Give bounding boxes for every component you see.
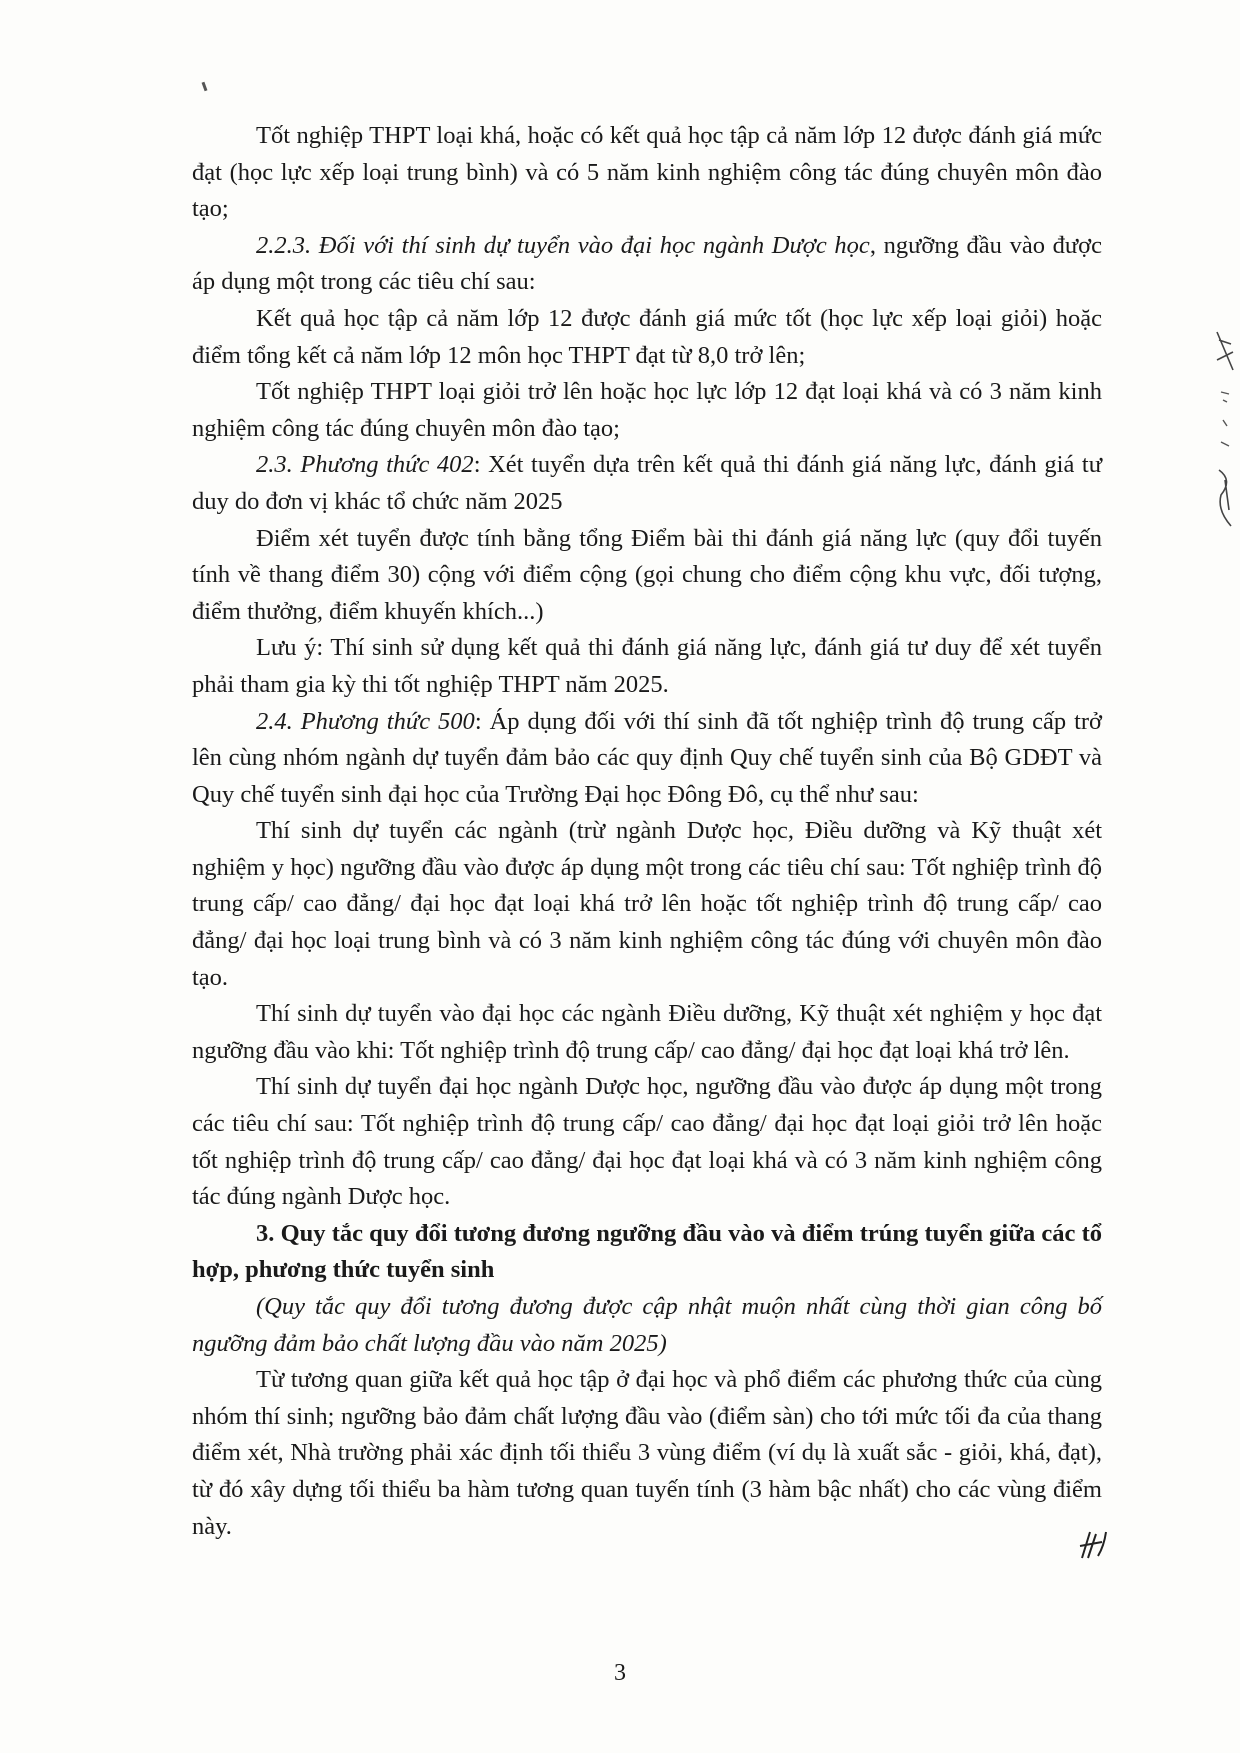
paragraph: 2.3. Phương thức 402: Xét tuyển dựa trên kết quả thi đánh giá năng lực, đánh giá tư duy do đơn vị khác tổ chức năm 2025	[192, 451, 1102, 515]
paragraph: Kết quả học tập cả năm lớp 12 được đánh giá mức tốt (học lực xếp loại giỏi) hoặc điểm tổng kết cả năm lớp 12 môn học THPT đạt từ 8,0 trở lên;	[192, 304, 1102, 369]
section-note: (Quy tắc quy đổi tương đương được cập nhật muộn nhất cùng thời gian công bố ngưỡng đảm bảo chất lượng đầu vào năm 2025)	[192, 1293, 1102, 1357]
stray-pen-mark	[202, 82, 208, 91]
paragraph: Tốt nghiệp THPT loại giỏi trở lên hoặc học lực lớp 12 đạt loại khá và có 3 năm kinh nghiệm công tác đúng chuyên môn đào tạo;	[192, 378, 1102, 442]
section-heading: 3. Quy tắc quy đổi tương đương ngưỡng đầu vào và điểm trúng tuyển giữa các tổ hợp, phương thức tuyển sinh	[192, 1219, 1102, 1284]
paragraph: Thí sinh dự tuyển đại học ngành Dược học, ngưỡng đầu vào được áp dụng một trong các tiêu chí sau: Tốt nghiệp trình độ trung cấp/ cao đẳng/ đại học đạt loại giỏi trở lên hoặc tốt nghiệp trình độ trung cấp/ cao đẳng/ đại học đạt loại khá và có 3 năm kinh nghiệm công tác đúng ngành Dược học.	[192, 1073, 1102, 1211]
paragraph: 2.2.3. Đối với thí sinh dự tuyển vào đại học ngành Dược học, ngưỡng đầu vào được áp dụng một trong các tiêu chí sau:	[192, 231, 1102, 296]
margin-initial-stamp	[1213, 330, 1237, 530]
paragraph: Thí sinh dự tuyển vào đại học các ngành Điều dưỡng, Kỹ thuật xét nghiệm y học đạt ngưỡng đầu vào khi: Tốt nghiệp trình độ trung cấp/ cao đẳng/ đại học đạt loại khá trở lên.	[192, 1000, 1102, 1064]
handwritten-initial	[1076, 1528, 1110, 1562]
subsection-lead: 2.3. Phương thức 402	[256, 451, 474, 479]
document-body	[192, 118, 1102, 1545]
paragraph: Tốt nghiệp THPT loại khá, hoặc có kết quả học tập cả năm lớp 12 được đánh giá mức đạt (học lực xếp loại trung bình) và có 5 năm kinh nghiệm công tác đúng chuyên môn đào tạo;	[192, 122, 1102, 223]
paragraph: Điểm xét tuyển được tính bằng tổng Điểm bài thi đánh giá năng lực (quy đổi tuyến tính về thang điểm 30) cộng với điểm cộng (gọi chung cho điểm cộng khu vực, đối tượng, điểm thưởng, điểm khuyến khích...)	[192, 524, 1102, 625]
closing-paragraph: Từ tương quan giữa kết quả học tập ở đại học và phổ điểm các phương thức của cùng nhóm thí sinh; ngưỡng bảo đảm chất lượng đầu vào (điểm sàn) cho tới mức tối đa của thang điểm xét, Nhà trường phải xác định tối thiểu 3 vùng điểm (ví dụ là xuất sắc - giỏi, khá, đạt), từ đó xây dựng tối thiểu ba hàm tương quan tuyến tính (3 hàm bậc nhất) cho các vùng điểm này.	[192, 1366, 1102, 1540]
subsection-lead: 2.2.3. Đối với thí sinh dự tuyển vào đại học ngành Dược học	[256, 231, 870, 259]
paragraph: Lưu ý: Thí sinh sử dụng kết quả thi đánh giá năng lực, đánh giá tư duy để xét tuyển phải tham gia kỳ thi tốt nghiệp THPT năm 2025.	[192, 634, 1102, 698]
subsection-lead: 2.4. Phương thức 500	[256, 707, 475, 735]
paragraph: Thí sinh dự tuyển các ngành (trừ ngành Dược học, Điều dưỡng và Kỹ thuật xét nghiệm y học) ngưỡng đầu vào được áp dụng một trong các tiêu chí sau: Tốt nghiệp trình độ trung cấp/ cao đẳng/ đại học đạt loại khá trở lên hoặc tốt nghiệp trình độ trung cấp/ cao đẳng/ đại học loại trung bình và có 3 năm kinh nghiệm công tác đúng với chuyên môn đào tạo.	[192, 817, 1102, 991]
page-number: 3	[614, 1660, 626, 1686]
paragraph: 2.4. Phương thức 500: Áp dụng đối với thí sinh đã tốt nghiệp trình độ trung cấp trở lên cùng nhóm ngành dự tuyển đảm bảo các quy định Quy chế tuyển sinh của Bộ GDĐT và Quy chế tuyển sinh đại học của Trường Đại học Đông Đô, cụ thể như sau:	[192, 707, 1102, 808]
